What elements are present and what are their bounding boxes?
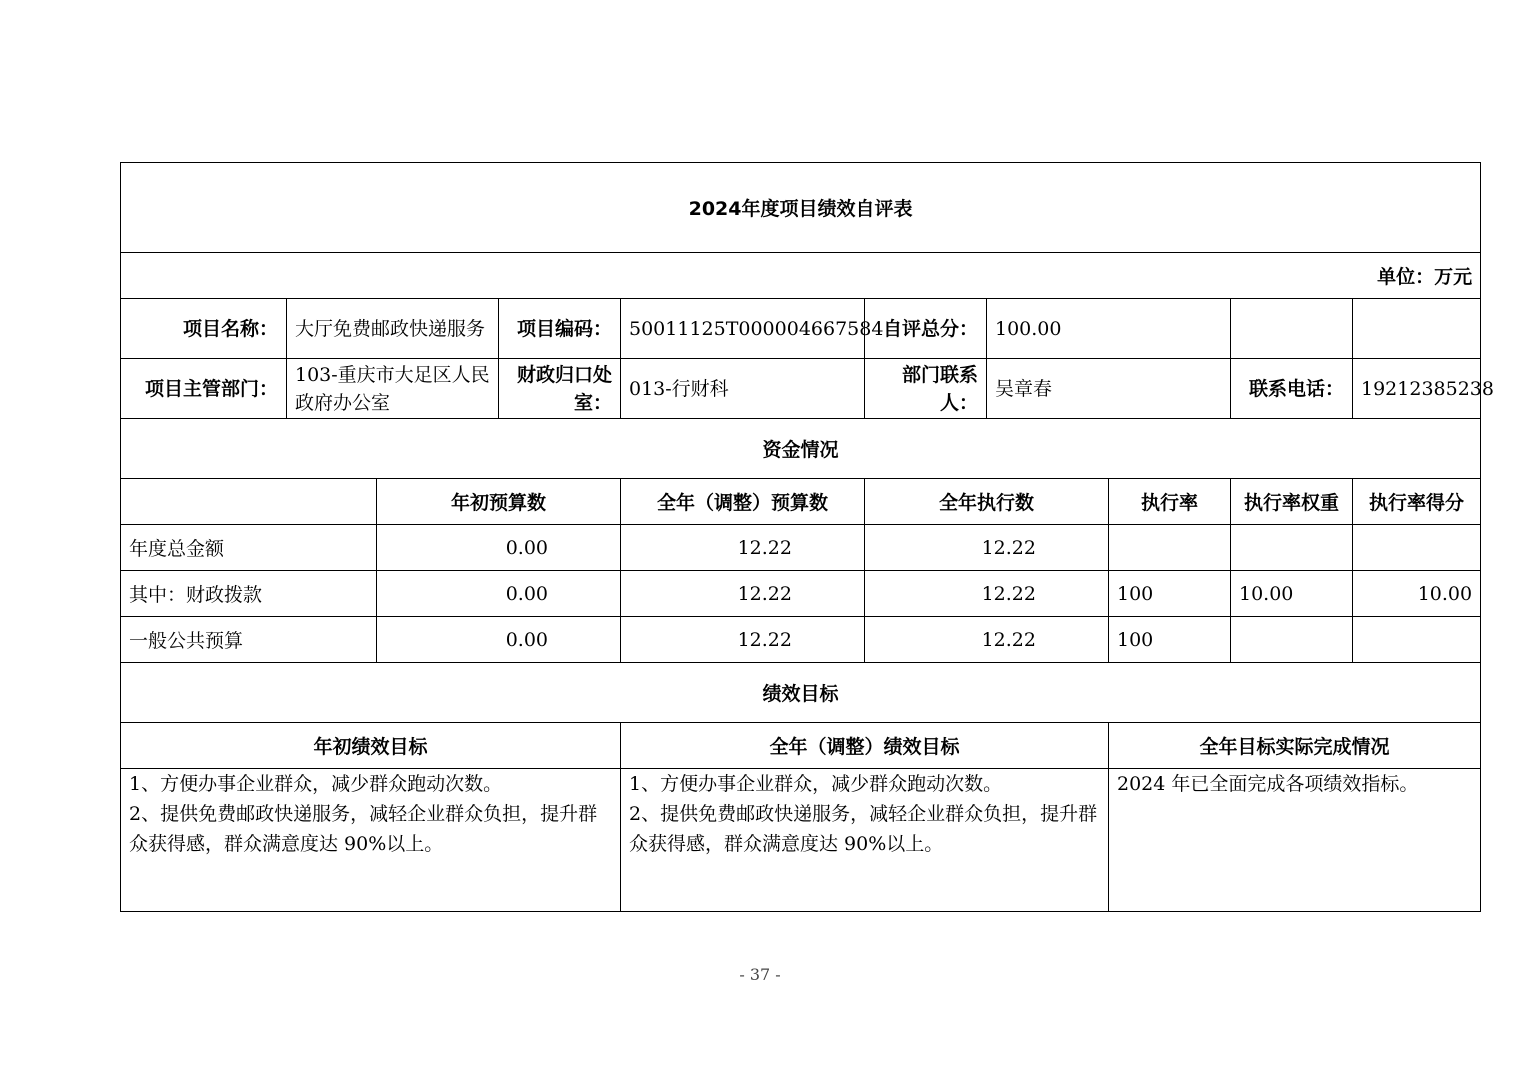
fund-weight: 10.00	[1231, 571, 1353, 617]
fund-row-name: 年度总金额	[121, 525, 377, 571]
fund-weight	[1231, 525, 1353, 571]
fund-row-name: 其中：财政拨款	[121, 571, 377, 617]
funds-section-title: 资金情况	[121, 419, 1481, 479]
empty-cell	[1231, 299, 1353, 359]
fund-adjusted: 12.22	[621, 617, 865, 663]
goals-header-cell: 年初绩效目标	[121, 723, 621, 769]
project-code-value: 50011125T000004667584	[621, 299, 865, 359]
goal-line: 2024 年已全面完成各项绩效指标。	[1117, 773, 1419, 795]
goal-line: 1、方便办事企业群众，减少群众跑动次数。	[629, 773, 1003, 795]
fund-rate	[1109, 525, 1231, 571]
dept-value: 103-重庆市大足区人民政府办公室	[287, 359, 499, 419]
fund-adjusted: 12.22	[621, 571, 865, 617]
score-label: 自评总分：	[865, 299, 987, 359]
phone-value: 19212385238	[1353, 359, 1481, 419]
contact-label: 部门联系人：	[865, 359, 987, 419]
page-number: - 37 -	[739, 965, 781, 984]
funds-header-cell: 全年（调整）预算数	[621, 479, 865, 525]
fund-initial: 0.00	[377, 571, 621, 617]
funds-header-cell	[121, 479, 377, 525]
project-name-label: 项目名称：	[121, 299, 287, 359]
goals-header-cell: 全年（调整）绩效目标	[621, 723, 1109, 769]
contact-value: 吴章春	[987, 359, 1231, 419]
actual-completion	[1109, 769, 1481, 912]
fund-score	[1353, 525, 1481, 571]
project-code-label: 项目编码：	[499, 299, 621, 359]
empty-cell	[1353, 299, 1481, 359]
fund-executed: 12.22	[865, 571, 1109, 617]
evaluation-table	[120, 162, 1494, 912]
funds-header-cell: 全年执行数	[865, 479, 1109, 525]
fund-executed: 12.22	[865, 525, 1109, 571]
adjusted-goals	[621, 769, 1109, 912]
funds-header-cell: 年初预算数	[377, 479, 621, 525]
fund-executed: 12.22	[865, 617, 1109, 663]
goals-header-cell: 全年目标实际完成情况	[1109, 723, 1481, 769]
fund-initial: 0.00	[377, 525, 621, 571]
funds-header-cell: 执行率	[1109, 479, 1231, 525]
score-value: 100.00	[987, 299, 1231, 359]
finance-office-label: 财政归口处室：	[499, 359, 621, 419]
funds-header-cell: 执行率得分	[1353, 479, 1481, 525]
goals-section-title: 绩效目标	[121, 663, 1481, 723]
fund-adjusted: 12.22	[621, 525, 865, 571]
funds-header-cell: 执行率权重	[1231, 479, 1353, 525]
goal-line: 1、方便办事企业群众，减少群众跑动次数。	[129, 773, 503, 795]
project-name-value: 大厅免费邮政快递服务	[287, 299, 499, 359]
page-title: 2024年度项目绩效自评表	[121, 163, 1481, 253]
goal-line: 2、提供免费邮政快递服务，减轻企业群众负担，提升群众获得感，群众满意度达 90%以上。	[629, 803, 1098, 855]
unit-label: 单位：万元	[121, 253, 1481, 299]
fund-rate: 100	[1109, 617, 1231, 663]
table-row	[121, 571, 1481, 617]
table-row	[121, 617, 1481, 663]
goal-line: 2、提供免费邮政快递服务，减轻企业群众负担，提升群众获得感，群众满意度达 90%以上。	[129, 803, 598, 855]
table-row	[121, 525, 1481, 571]
fund-score	[1353, 617, 1481, 663]
finance-office-value: 013-行财科	[621, 359, 865, 419]
fund-score: 10.00	[1353, 571, 1481, 617]
fund-rate: 100	[1109, 571, 1231, 617]
fund-initial: 0.00	[377, 617, 621, 663]
fund-row-name: 一般公共预算	[121, 617, 377, 663]
phone-label: 联系电话：	[1231, 359, 1353, 419]
initial-goals	[121, 769, 621, 912]
dept-label: 项目主管部门：	[121, 359, 287, 419]
fund-weight	[1231, 617, 1353, 663]
